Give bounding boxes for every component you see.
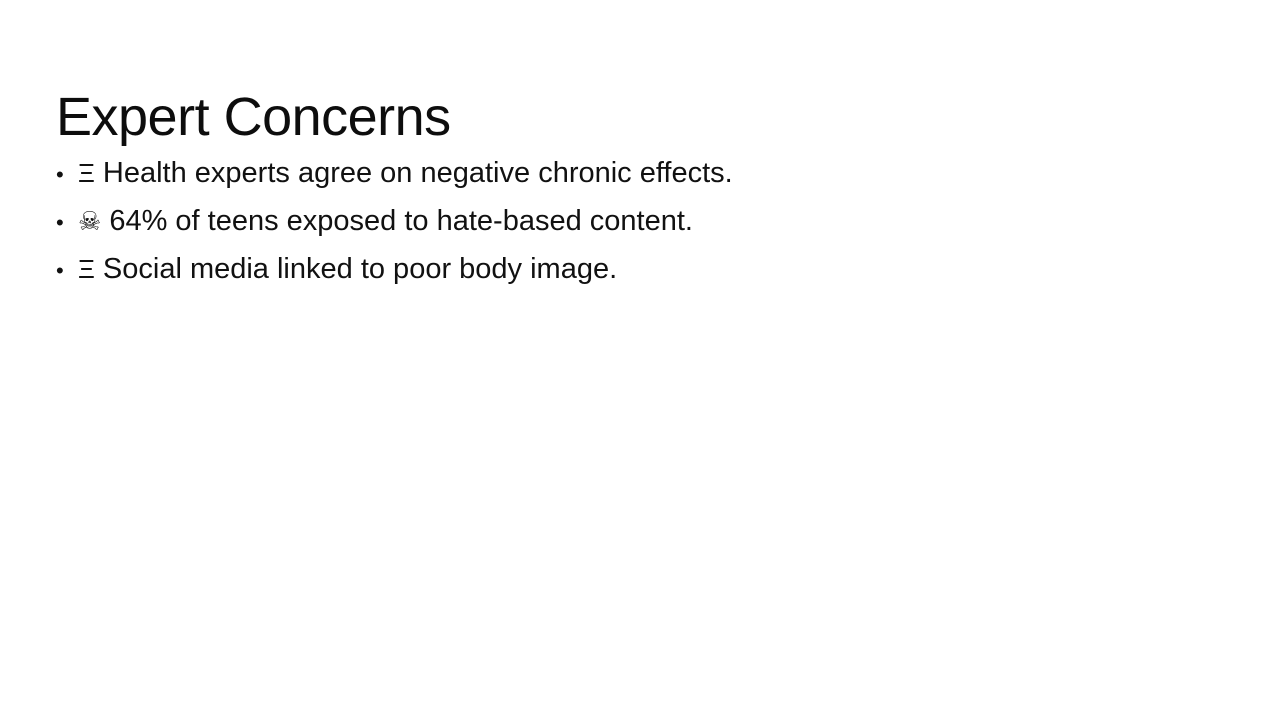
list-item-text: Social media linked to poor body image.	[102, 253, 618, 285]
xi-symbol-icon: Ξ	[78, 254, 95, 284]
skull-and-crossbones-icon: ☠	[78, 206, 102, 236]
bullet-marker-icon: •	[56, 258, 64, 283]
list-item	[56, 246, 1196, 294]
xi-symbol-icon: Ξ	[78, 158, 95, 188]
bullet-marker-icon: •	[56, 162, 64, 187]
list-item-text: Health experts agree on negative chronic effects.	[102, 157, 733, 189]
list-item-text: 64% of teens exposed to hate-based content.	[109, 205, 693, 237]
bullet-list	[56, 150, 1196, 294]
list-item	[56, 198, 1196, 246]
page-title: Expert Concerns	[56, 87, 451, 148]
list-item	[56, 150, 1196, 198]
bullet-marker-icon: •	[56, 210, 64, 235]
